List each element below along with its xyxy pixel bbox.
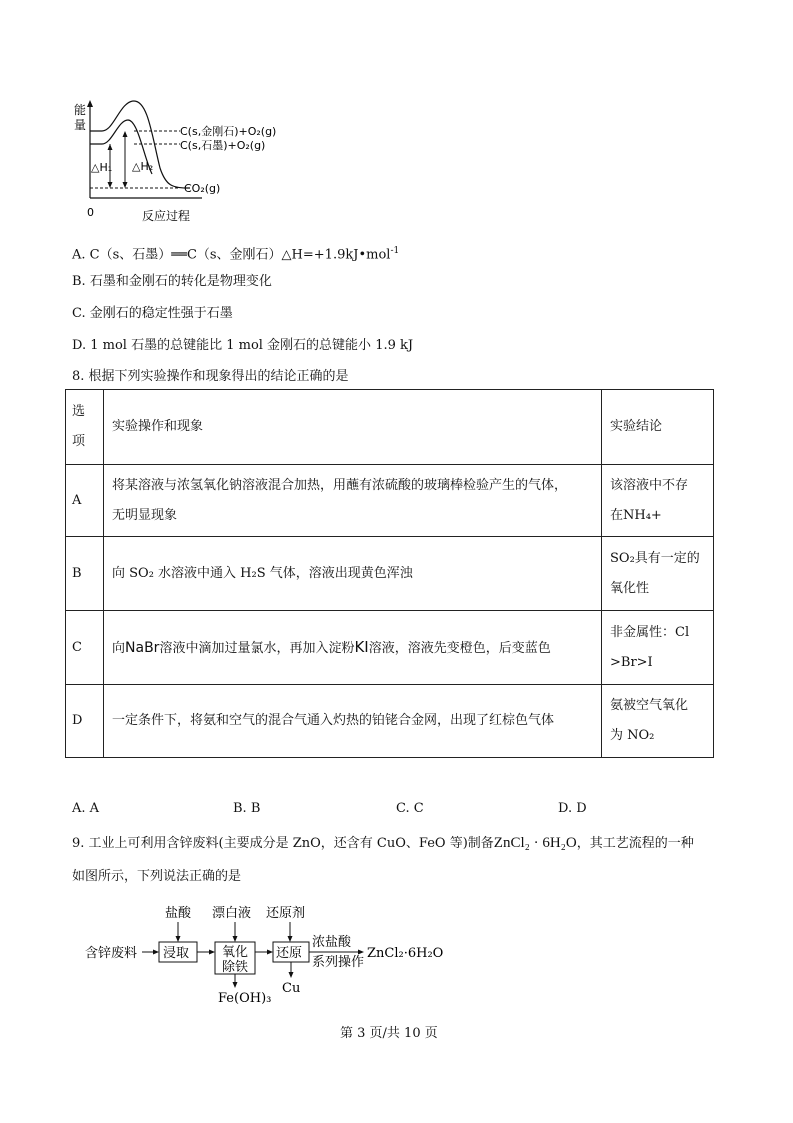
output-copper: Cu [282, 981, 301, 996]
q7-option-a-text: C（s、石墨）══C（s、金刚石）△H=+1.9kJ•mol [89, 247, 391, 263]
row-d-conclusion-line2: 为 NO₂ [610, 728, 655, 743]
q7-option-c-text: 金刚石的稳定性强于石墨 [89, 306, 233, 321]
step-leach: 浸取 [163, 946, 190, 961]
process-flow-diagram [80, 900, 460, 1005]
step-oxidize-line1: 氧化 [222, 945, 249, 960]
header-conclusion-cell: 实验结论 [602, 390, 714, 465]
q7-option-a-sup: -1 [390, 246, 400, 256]
row-c-option: C [66, 611, 104, 685]
q8-answer-a: A. A [72, 801, 100, 816]
header-option-line1: 选 [72, 404, 86, 419]
row-c-conclusion-line2: >Br>I [610, 654, 653, 670]
table-row [66, 611, 714, 685]
q7-option-a-letter: A. [72, 247, 86, 263]
page-footer: 第 3 页/共 10 页 [340, 1026, 438, 1041]
row-b-option: B [66, 537, 104, 611]
q7-option-c-letter: C. [72, 306, 86, 321]
input-hcl: 盐酸 [165, 906, 192, 921]
level-graphite-label: C(s,石墨)+O₂(g) [180, 139, 266, 152]
product-label: ZnCl₂·6H₂O [367, 946, 444, 961]
row-a-conclusion [602, 465, 714, 537]
table-header-row [66, 390, 714, 465]
final-reagent: 浓盐酸 [312, 935, 352, 950]
q7-option-a [72, 243, 399, 263]
table-row [66, 465, 714, 537]
q8-stem: 8. 根据下列实验操作和现象得出的结论正确的是 [72, 369, 349, 384]
row-a-option: A [66, 465, 104, 537]
level-co2-label: CO₂(g) [184, 182, 221, 195]
row-c-operation [104, 611, 602, 685]
header-option-line2: 项 [72, 434, 86, 449]
q7-option-b [72, 274, 272, 290]
row-d-operation: 一定条件下，将氨和空气的混合气通入灼热的铂铑合金网，出现了红棕色气体 [104, 685, 602, 758]
x-axis-label: 反应过程 [142, 209, 191, 223]
row-c-conclusion-line1: 非金属性：Cl [610, 624, 690, 640]
q9-stem-line1 [72, 835, 694, 852]
row-a-operation-line2: 无明显现象 [112, 507, 178, 523]
output-iron-hydroxide: Fe(OH)₃ [218, 991, 272, 1005]
y-axis-label-2: 量 [74, 118, 87, 132]
q7-option-d-text: 1 mol 石墨的总键能比 1 mol 金刚石的总键能小 1.9 kJ [90, 338, 414, 353]
q7-option-d [72, 338, 413, 354]
final-operation: 系列操作 [312, 955, 365, 970]
feed-label: 含锌废料 [85, 946, 138, 961]
row-c-operation-post: 溶液，溶液先变橙色，后变蓝色 [368, 640, 551, 656]
delta-h2-label: △H₂ [132, 160, 154, 173]
input-reductant: 还原剂 [266, 906, 306, 921]
q9-stem-pre: 9. 工业上可利用含锌废料(主要成分是 ZnO，还含有 CuO、FeO 等)制备 [72, 836, 494, 851]
q8-answer-d: D. D [558, 801, 587, 816]
q8-answer-b: B. B [233, 801, 261, 816]
q7-option-b-text: 石墨和金刚石的转化是物理变化 [89, 274, 272, 289]
row-b-operation: 向 SO₂ 水溶液中通入 H₂S 气体，溶液出现黄色浑浊 [104, 537, 602, 611]
row-c-operation-pre: 向 [112, 640, 126, 656]
header-operation-cell: 实验操作和现象 [104, 390, 602, 465]
header-option-cell [66, 390, 104, 465]
step-oxidize-line2: 除铁 [222, 960, 249, 975]
q7-option-d-letter: D. [72, 338, 87, 353]
q9-formula: ZnCl₂ · 6H₂O [493, 835, 577, 851]
row-d-conclusion-line1: 氨被空气氧化 [610, 698, 689, 713]
row-d-conclusion [602, 685, 714, 758]
row-a-conclusion-line2: 在NH₄+ [610, 507, 662, 523]
table-row [66, 537, 714, 611]
q7-option-c [72, 306, 233, 322]
row-a-operation-line1: 将某溶液与浓氢氧化钠溶液混合加热，用蘸有浓硫酸的玻璃棒检验产生的气体， [112, 477, 568, 493]
level-diamond-label: C(s,金刚石)+O₂(g) [180, 125, 277, 138]
row-c-operation-mid: 溶液中滴加过量氯水，再加入淀粉 [159, 640, 355, 656]
row-b-conclusion [602, 537, 714, 611]
delta-h1-label: △H₁ [91, 161, 113, 174]
origin-label: 0 [87, 206, 94, 219]
step-reduce: 还原 [276, 946, 303, 961]
row-a-operation [104, 465, 602, 537]
experiment-table [65, 389, 714, 758]
q9-stem-line2: 如图所示，下列说法正确的是 [72, 869, 242, 884]
row-d-option: D [66, 685, 104, 758]
q8-answer-c: C. C [396, 801, 424, 816]
row-a-conclusion-line1: 该溶液中不存 [610, 477, 689, 493]
q7-option-b-letter: B. [72, 274, 86, 289]
row-b-conclusion-line1: SO₂具有一定的 [610, 550, 700, 566]
table-row [66, 685, 714, 758]
row-c-nabr: NaBr [125, 639, 160, 656]
row-c-conclusion [602, 611, 714, 685]
row-b-conclusion-line2: 氧化性 [610, 580, 650, 596]
y-axis-label-1: 能 [74, 103, 87, 117]
q9-stem-post: ，其工艺流程的一种 [576, 836, 694, 851]
input-bleach: 漂白液 [212, 906, 252, 921]
row-c-ki: KI [354, 637, 369, 656]
energy-diagram [72, 98, 302, 228]
